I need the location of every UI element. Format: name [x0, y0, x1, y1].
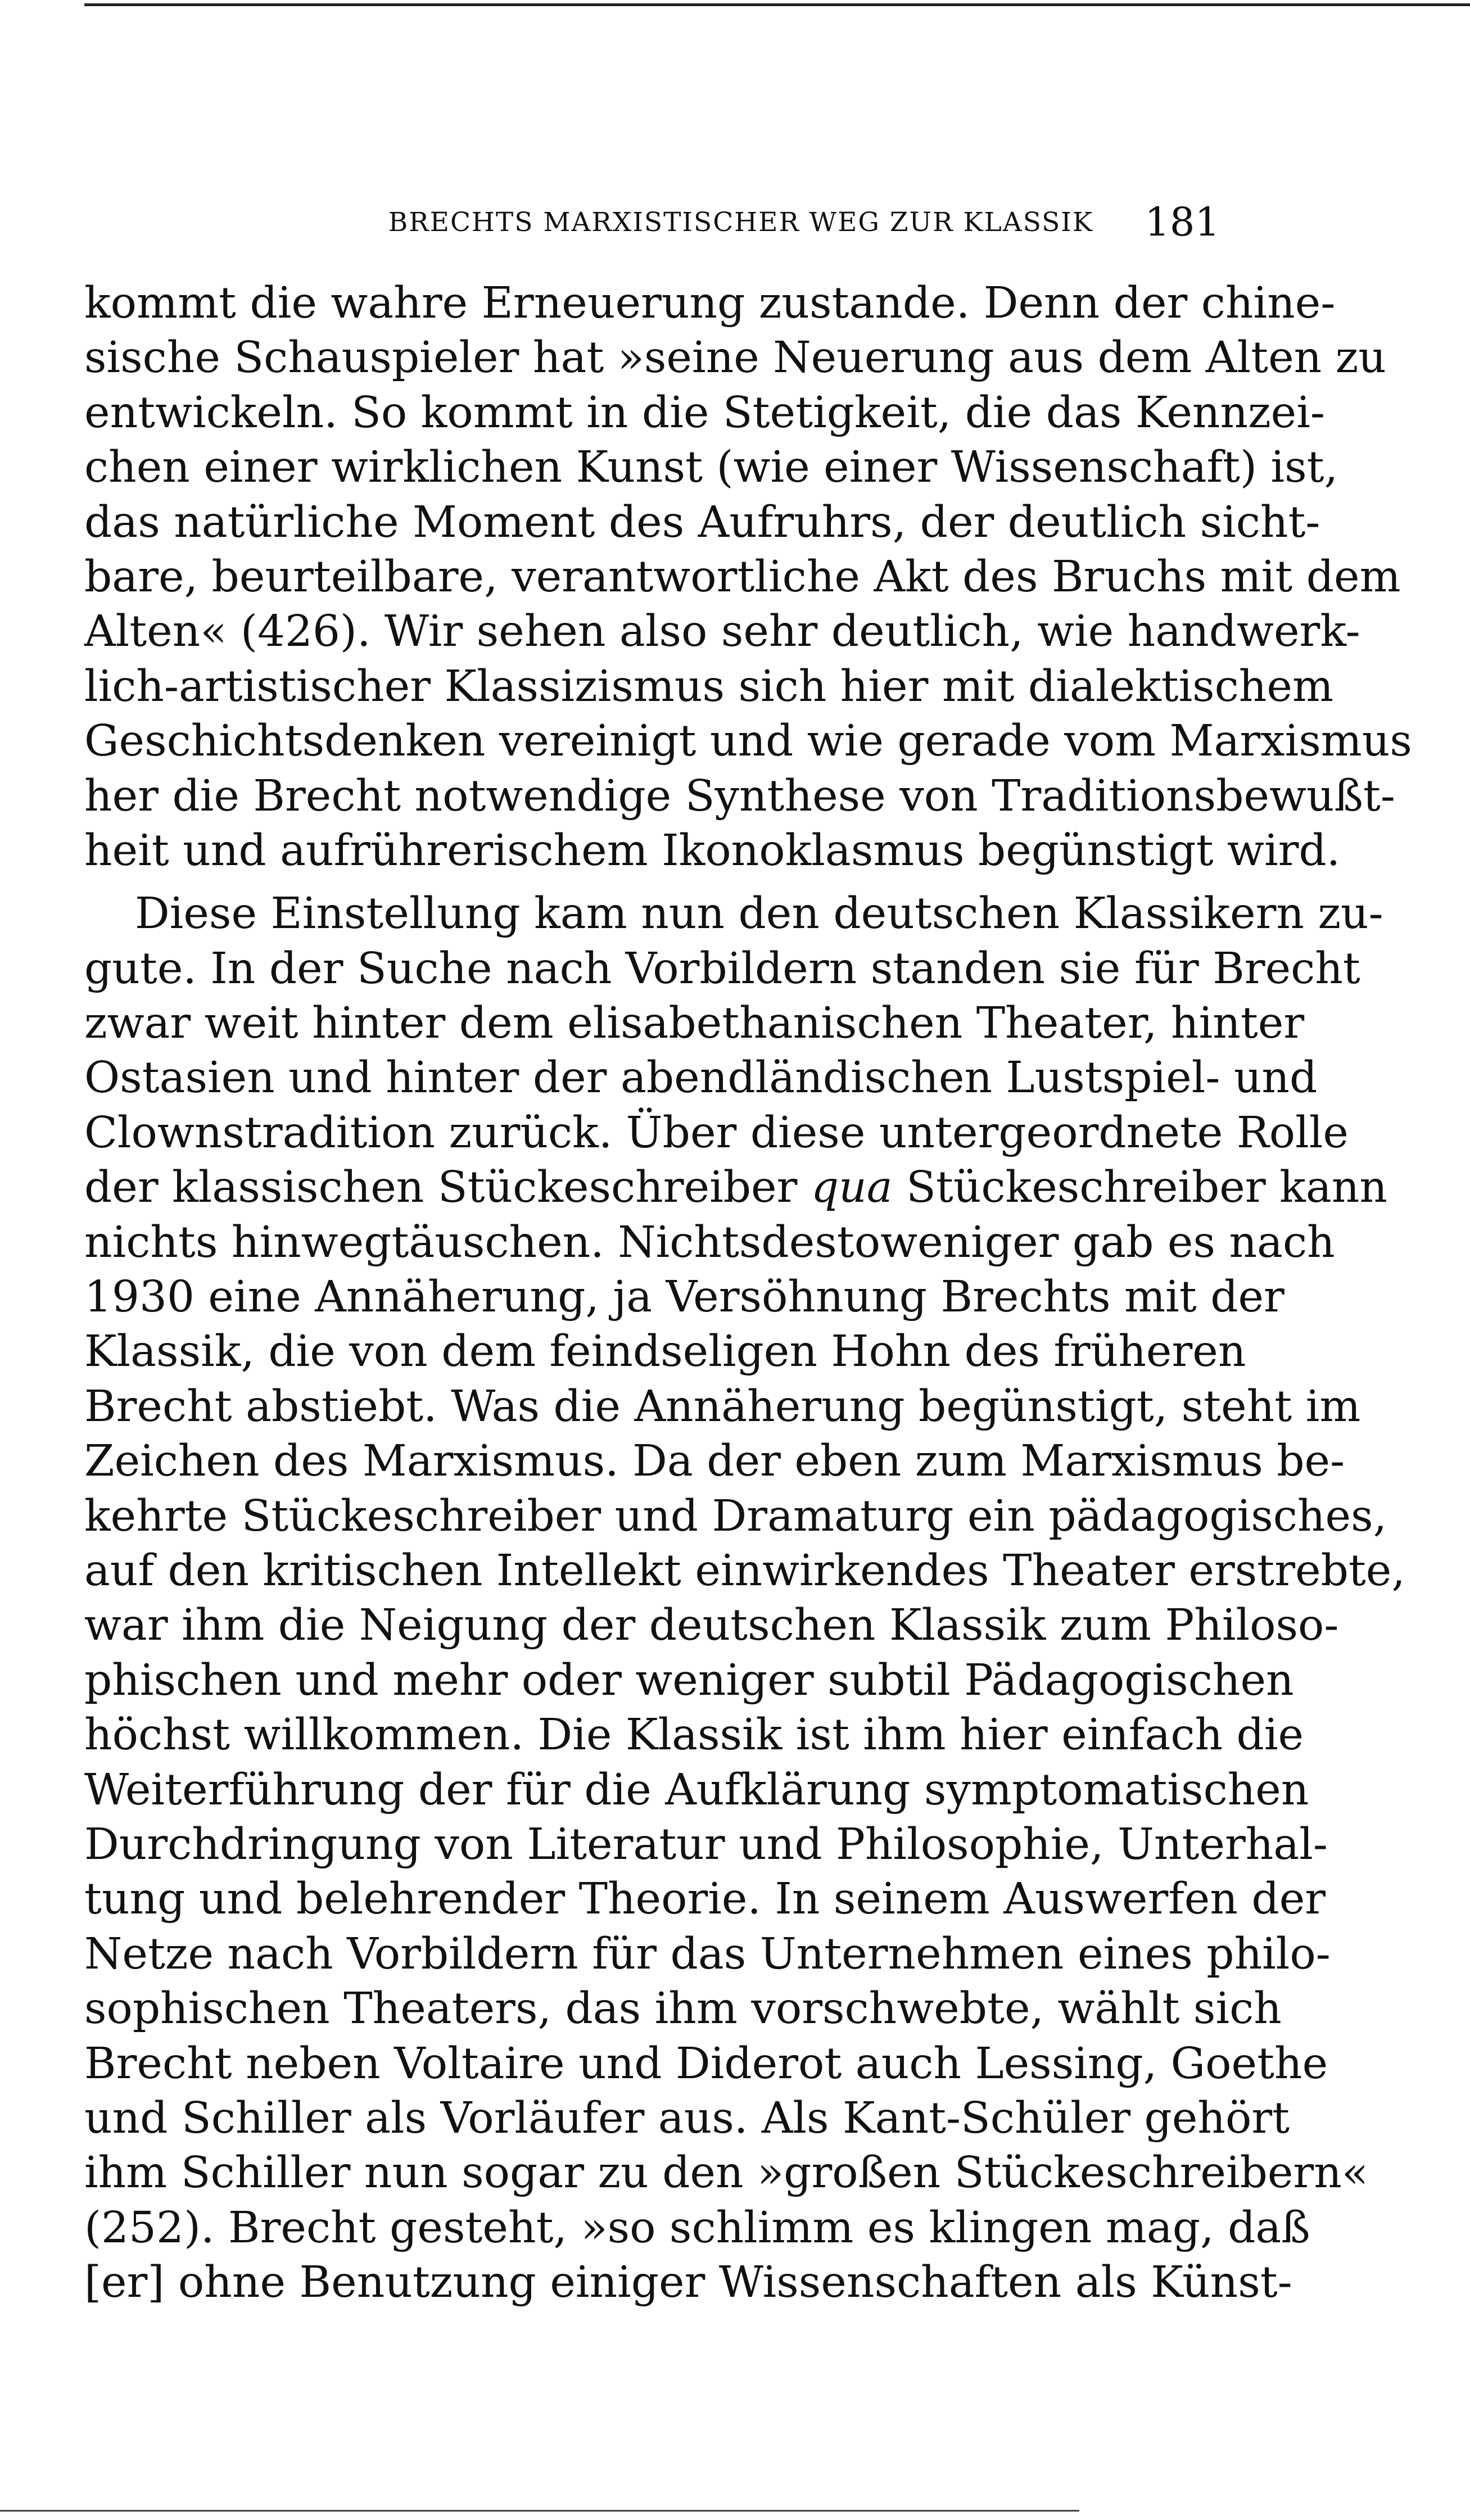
text-line: heit und aufrührerischem Ikonoklasmus begünstigt wird.	[84, 825, 1341, 876]
text-line: Brecht abstiebt. Was die Annäherung begünstigt, steht im	[84, 1381, 1361, 1432]
text-line: bare, beurteilbare, verantwortliche Akt des Bruchs mit dem	[84, 551, 1401, 602]
italic-text: qua	[811, 1162, 893, 1213]
text-line: 1930 eine Annäherung, ja Versöhnung Brechts mit der	[84, 1272, 1284, 1323]
bottom-rule	[0, 2510, 1079, 2512]
text-segment: der klassischen Stückeschreiber	[84, 1162, 811, 1213]
text-line: zwar weit hinter dem elisabethanischen Theater, hinter	[84, 998, 1305, 1049]
body-text	[84, 276, 1412, 2310]
running-head: BRECHTS MARXISTISCHER WEG ZUR KLASSIK	[388, 207, 1093, 238]
text-line: Diese Einstellung kam nun den deutschen Klassikern zu-	[135, 889, 1383, 939]
page-number: 181	[1145, 199, 1220, 245]
text-line: Geschichtsdenken vereinigt und wie gerade vom Marxismus	[84, 716, 1412, 767]
text-line: ihm Schiller nun sogar zu den »großen Stückeschreibern«	[84, 2148, 1368, 2198]
paragraph-gap	[84, 878, 1220, 886]
paragraph	[84, 276, 1412, 878]
text-line	[84, 1160, 1387, 1215]
text-line: Klassik, die von dem feindseligen Hohn des früheren	[84, 1327, 1246, 1377]
text-line: lich-artistischer Klassizismus sich hier mit dialektischem	[84, 661, 1333, 712]
text-line: tung und belehrender Theorie. In seinem Auswerfen der	[84, 1874, 1326, 1925]
text-line: her die Brecht notwendige Synthese von Traditionsbewußt-	[84, 771, 1395, 821]
text-line: phischen und mehr oder weniger subtil Pädagogischen	[84, 1655, 1294, 1705]
text-line: Ostasien und hinter der abendländischen Lustspiel- und	[84, 1053, 1318, 1103]
text-line: Alten« (426). Wir sehen also sehr deutlich, wie handwerk-	[84, 607, 1360, 657]
text-line: gute. In der Suche nach Vorbildern standen sie für Brecht	[84, 943, 1360, 994]
text-line: Durchdringung von Literatur und Philosophie, Unterhal-	[84, 1819, 1328, 1870]
text-line: höchst willkommen. Die Klassik ist ihm hier einfach die	[84, 1710, 1304, 1761]
text-line: Clownstradition zurück. Über diese untergeordnete Rolle	[84, 1107, 1349, 1158]
text-line: Brecht neben Voltaire und Diderot auch Lessing, Goethe	[84, 2038, 1328, 2089]
text-line: und Schiller als Vorläufer aus. Als Kant-Schüler gehört	[84, 2093, 1290, 2143]
text-line: kehrte Stückeschreiber und Dramaturg ein pädagogisches,	[84, 1491, 1387, 1541]
text-line: chen einer wirklichen Kunst (wie einer Wissenschaft) ist,	[84, 442, 1338, 493]
text-line: das natürliche Moment des Aufruhrs, der deutlich sicht-	[84, 497, 1320, 548]
text-line: kommt die wahre Erneuerung zustande. Denn der chine-	[84, 278, 1336, 328]
text-line: nichts hinwegtäuschen. Nichtsdestoweniger gab es nach	[84, 1217, 1335, 1268]
paragraph	[84, 886, 1405, 2310]
text-line: Zeichen des Marxismus. Da der eben zum Marxismus be-	[84, 1436, 1345, 1487]
text-line: Weiterführung der für die Aufklärung symptomatischen	[84, 1765, 1309, 1815]
text-segment: Stückeschreiber kann	[892, 1162, 1387, 1213]
text-line: war ihm die Neigung der deutschen Klassik zum Philoso-	[84, 1600, 1339, 1651]
text-line: entwickeln. So kommt in die Stetigkeit, die das Kennzei-	[84, 387, 1325, 438]
text-line: (252). Brecht gesteht, »so schlimm es klingen mag, daß	[84, 2202, 1310, 2253]
text-line: auf den kritischen Intellekt einwirkendes Theater erstrebte,	[84, 1545, 1405, 1596]
text-line: Netze nach Vorbildern für das Unternehmen eines philo-	[84, 1929, 1331, 1979]
text-line: sische Schauspieler hat »seine Neuerung aus dem Alten zu	[84, 333, 1386, 383]
page-header	[84, 199, 1220, 255]
text-line: [er] ohne Benutzung einiger Wissenschaften als Künst-	[84, 2257, 1292, 2308]
top-rule	[84, 3, 1470, 6]
text-line: sophischen Theaters, das ihm vorschwebte, wählt sich	[84, 1984, 1282, 2034]
